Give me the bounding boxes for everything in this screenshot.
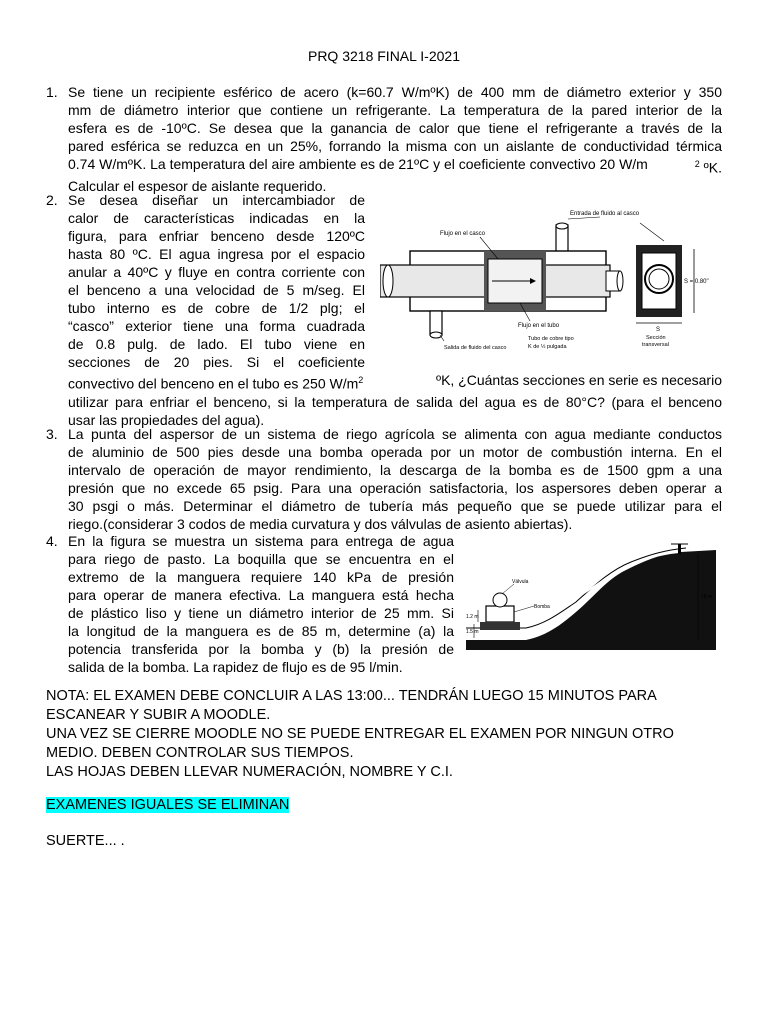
fig-label-valve: Válvula: [512, 579, 529, 585]
fig-label-tube-type: Tubo de cobre tipo: [528, 336, 574, 342]
note-line: ESCANEAR Y SUBIR A MOODLE.: [46, 707, 271, 723]
fig-label-tube-flow: Flujo en el tubo: [518, 323, 560, 329]
q4-line: para operar de manera efectiva. La manguera está hecha: [68, 587, 454, 603]
q1-line: esfera es de -10ºC. Se desea que la ganancia de calor que tiene el refrigerante a través de la: [68, 120, 722, 136]
question-2-continued: [68, 371, 722, 429]
note-line: NOTA: EL EXAMEN DEBE CONCLUIR A LAS 13:00... TENDRÁN LUEGO 15 MINUTOS PARA: [46, 688, 657, 704]
note-line: UNA VEZ SE CIERRE MOODLE NO SE PUEDE ENTREGAR EL EXAMEN POR NINGUN OTRO: [46, 726, 674, 742]
q2-line: “casco” exterior tiene una forma cuadrada: [68, 318, 365, 334]
fig-label-pump: Bomba: [534, 604, 550, 610]
q3-line: riego.(considerar 3 codos de media curvatura y dos válvulas de asiento abiertas).: [68, 516, 573, 532]
q4-line: extremo de la manguera requiere 140 kPa de presión: [68, 569, 454, 585]
question-1: [68, 83, 722, 195]
note-line: MEDIO. DEBEN CONTROLAR SUS TIEMPOS.: [46, 745, 354, 761]
fig-label-h1: 1.2 m: [466, 614, 479, 620]
q3-line: intervalo de operación de mayor rendimiento, la descarga de la bomba es de 1500 gpm a una: [68, 462, 722, 478]
q2-line: hasta 80 ºC. El agua ingresa por el espacio: [68, 246, 365, 262]
warning: [46, 796, 289, 815]
q1-line: pared esférica se reduzca en un 25%, forrando la misma con un aislante de conductividad térmica: [68, 138, 722, 154]
question-1-number: 1.: [46, 84, 58, 100]
q1-line: Calcular el espesor de aislante requerido.: [68, 177, 327, 194]
fig-label-shell-outlet: Salida de fluido del casco: [444, 345, 507, 351]
q2-cont-text: convectivo del benceno en el tubo es 250 W/m: [68, 375, 359, 392]
q2-line: figura, para enfriar benceno desde 120ºC: [68, 228, 365, 244]
fig-label-cross-section-2: transversal: [642, 342, 669, 348]
q1-line: [68, 155, 722, 177]
fig-label-dimension: S = 0.80": [684, 279, 709, 285]
q4-line: potencia transferida por la bomba y (b) la presión de: [68, 641, 454, 657]
q1-unit: ºK.: [699, 159, 722, 176]
q2-line: el benceno a una velocidad de 5 m/seg. El: [68, 282, 365, 298]
q3-line: de aluminio de 500 pies desde una bomba operada por un motor de combustión interna. En el: [68, 444, 722, 460]
exam-note: [46, 687, 674, 782]
question-3: [68, 425, 722, 533]
irrigation-figure: [466, 540, 716, 650]
highlighted-warning: EXAMENES IGUALES SE ELIMINAN: [46, 797, 290, 813]
fig-label-cross-section: Sección: [646, 335, 666, 341]
fig-label-shell-flow: Flujo en el casco: [440, 231, 486, 237]
q1-line: mm de diámetro interior que contiene un refrigerante. La temperatura de la pared interior de la: [68, 102, 722, 118]
fig-label-s: S: [656, 327, 661, 333]
q2-line: tubo interno es de cobre de 1/2 plg; el: [68, 300, 365, 316]
closing-text: SUERTE... .: [46, 833, 125, 849]
fig-label-tube-k: K de ½ pulgada: [528, 344, 567, 350]
q3-line: 30 psgi o más. Determinar el diámetro de tubería más pequeño que se puede utilizar para el: [68, 498, 722, 514]
question-4: [68, 532, 454, 676]
q2-line: secciones de 20 pies. Si el coeficiente: [68, 354, 365, 370]
q1-line: Se tiene un recipiente esférico de acero (k=60.7 W/mºK) de 400 mm de diámetro exterior y 350: [68, 84, 722, 100]
note-line: LAS HOJAS DEBEN LLEVAR NUMERACIÓN, NOMBRE Y C.I.: [46, 764, 453, 780]
q2-line: Se desea diseñar un intercambiador de: [68, 192, 365, 208]
q4-line: la longitud de la manguera es de 85 m, determine (a) la: [68, 623, 454, 639]
q1-line-text: 0.74 W/mºK. La temperatura del aire ambiente es de 21ºC y el coeficiente convectivo 20 W/m: [68, 156, 648, 172]
q2-cont-text-b: ºK, ¿Cuántas secciones en serie es necesario: [435, 372, 722, 388]
q4-line: En la figura se muestra un sistema para entrega de agua: [68, 533, 454, 549]
question-3-number: 3.: [46, 426, 58, 442]
fig-label-shell-inlet: Entrada de fluido al casco: [570, 211, 640, 217]
q4-line: de plástico liso y tiene un diámetro interior de 25 mm. Si: [68, 605, 454, 621]
heat-exchanger-figure: [380, 193, 720, 353]
question-2-text: [68, 191, 365, 371]
q3-line: presión que no excede 65 psig. Para una operación satisfactoria, los aspersores deben operar a: [68, 480, 722, 496]
fig-label-h3: 18 m: [701, 594, 713, 600]
q2-superscript: 2: [358, 375, 364, 385]
q2-line: de 0.8 pulg. de lado. El tubo viene en: [68, 336, 365, 352]
question-2-number: 2.: [46, 192, 58, 208]
q4-line: para riego de pasto. La boquilla que se encuentra en el: [68, 551, 454, 567]
q2-cont-line: utilizar para enfriar el benceno, si la temperatura de salida del agua es de 80°C? (para el benceno: [68, 393, 722, 410]
q4-line: salida de la bomba. La rapidez de flujo es de 95 l/min.: [68, 659, 403, 675]
q1-superscript: 2: [694, 159, 700, 169]
q2-cont-line: usar las propiedades del agua).: [68, 411, 265, 428]
q2-line: anular a 40ºC y fluye en contra corriente con: [68, 264, 365, 280]
q2-cont-line: [68, 371, 722, 393]
question-4-number: 4.: [46, 533, 58, 549]
fig-label-h2: 1.5 m: [466, 629, 479, 635]
page-title: PRQ 3218 FINAL I-2021: [307, 48, 460, 64]
q3-line: La punta del aspersor de un sistema de riego agrícola se alimenta con agua mediante conductos: [68, 426, 722, 442]
q2-line: calor de características indicadas en la: [68, 210, 365, 226]
